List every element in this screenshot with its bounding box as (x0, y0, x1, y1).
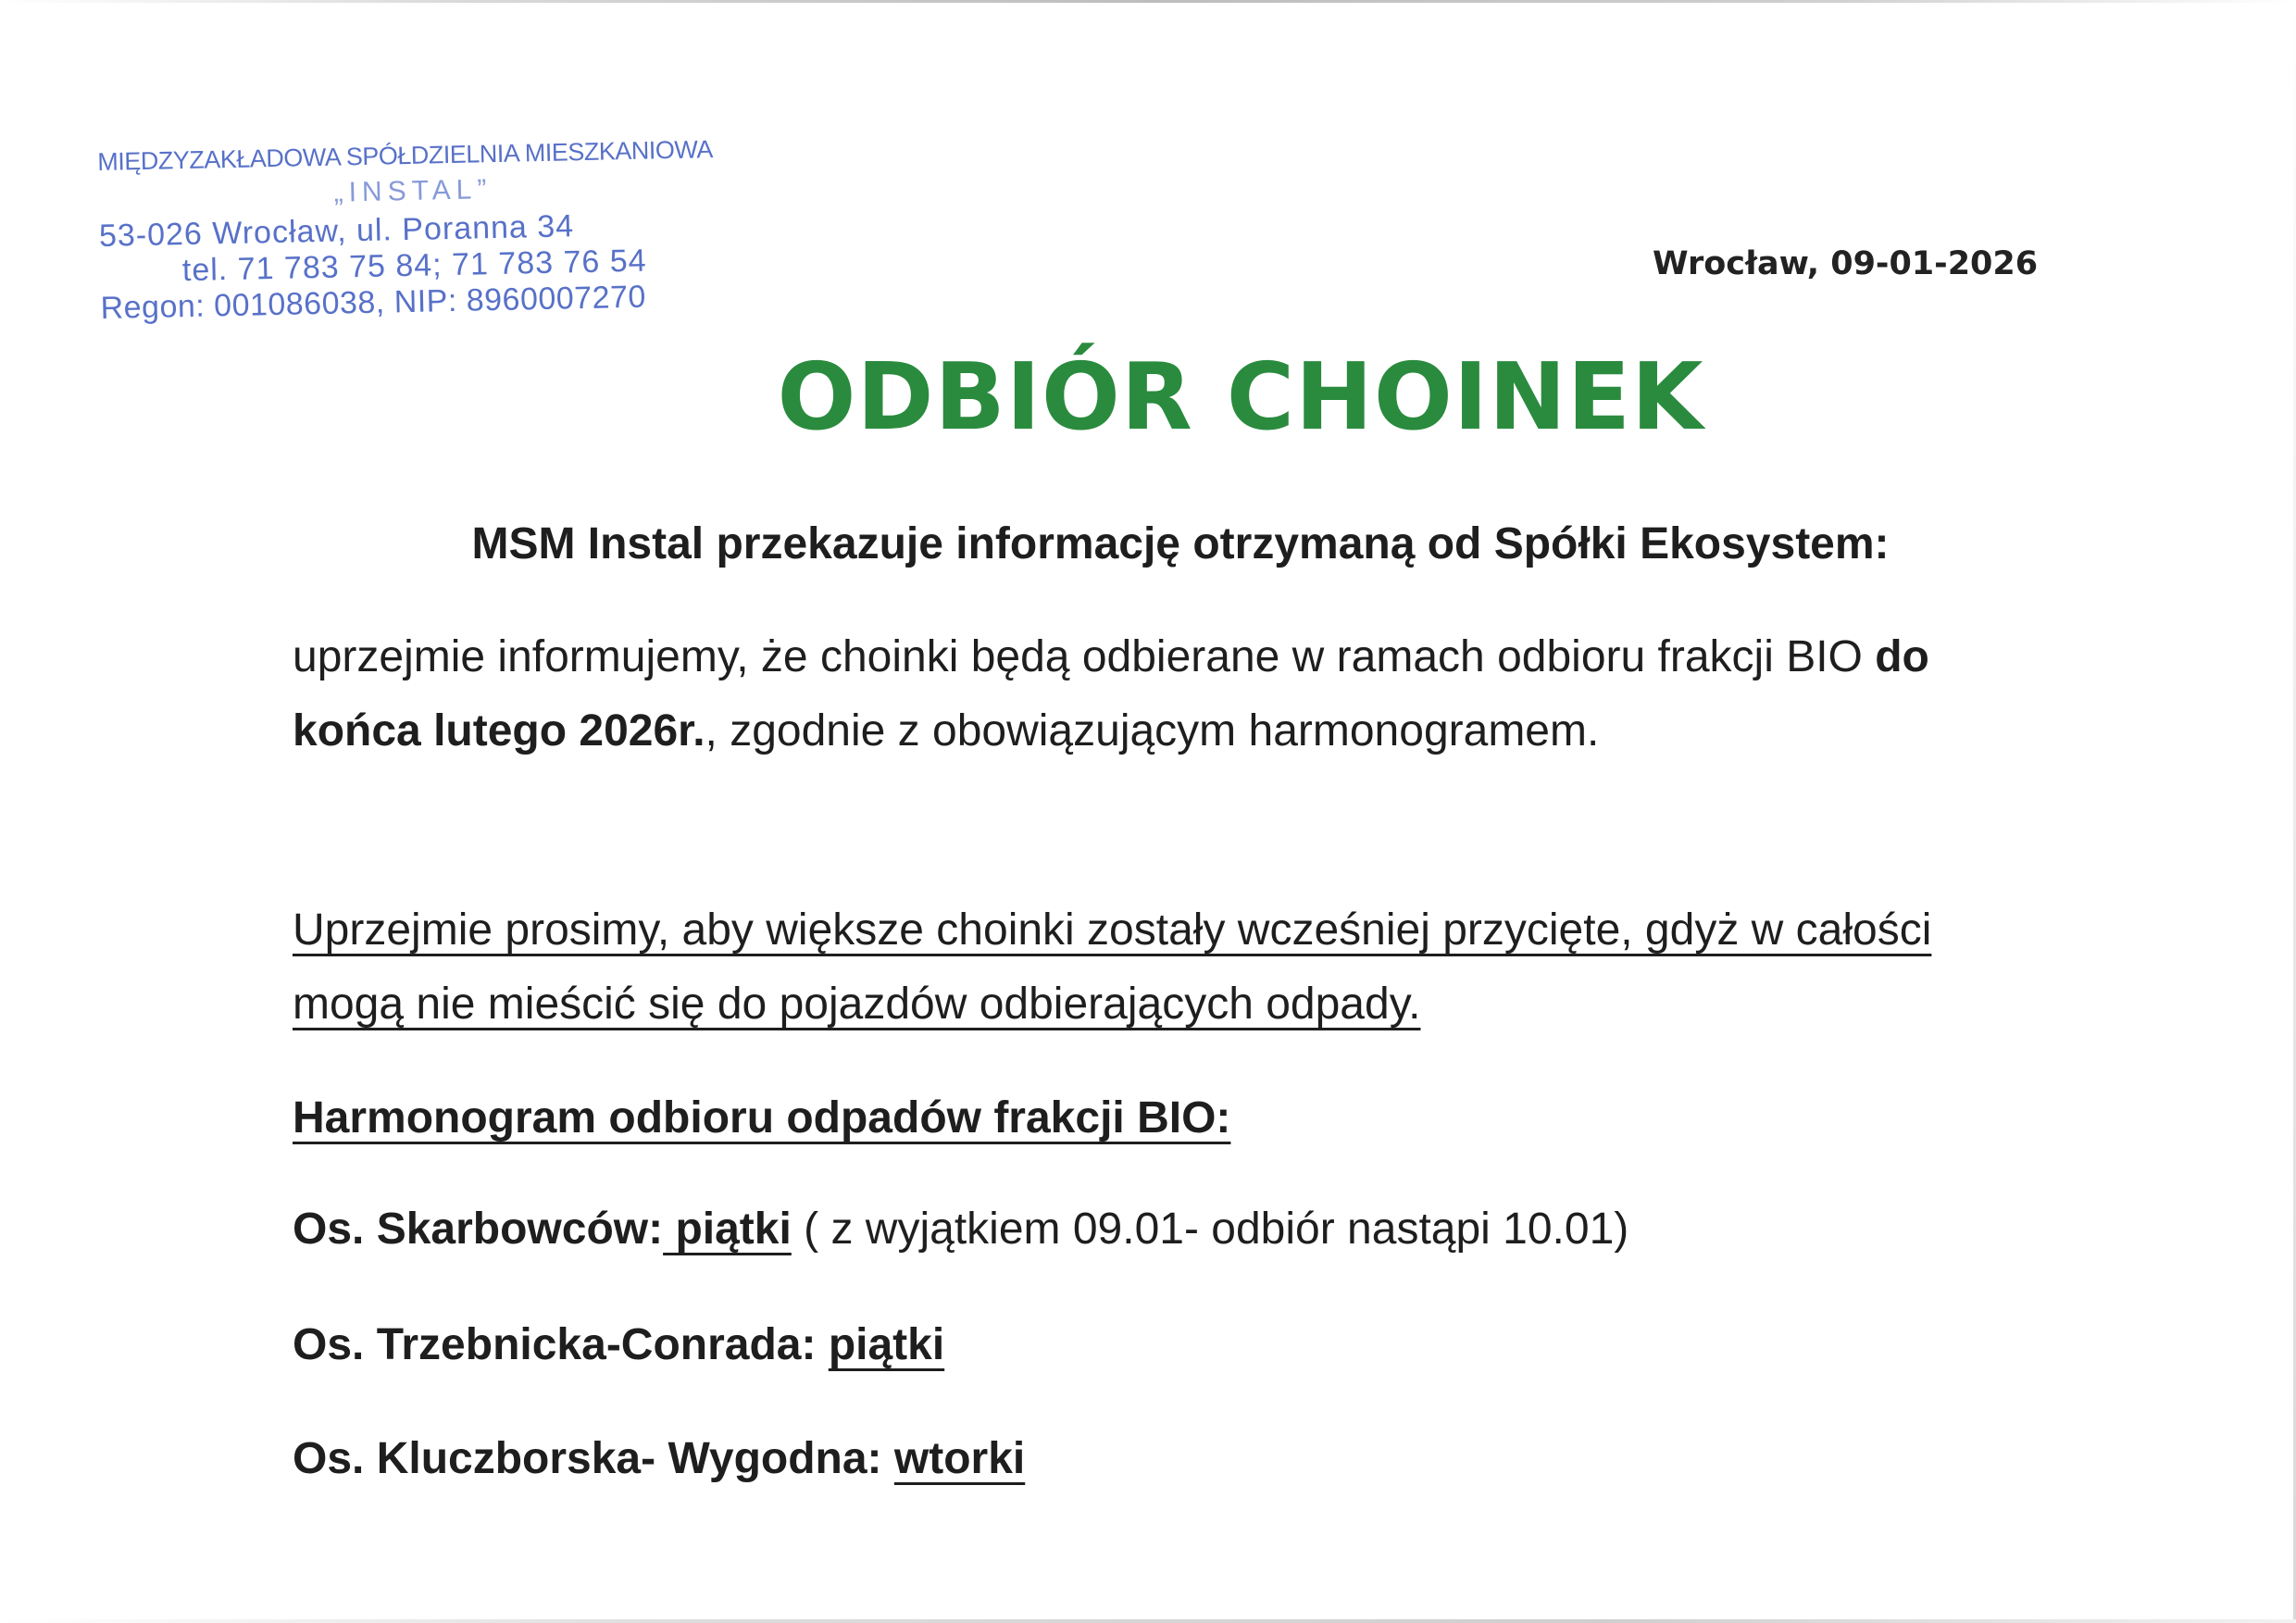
request-paragraph (293, 893, 1996, 1042)
document-title-text: ODBIÓR CHOINEK (777, 343, 1704, 451)
stamp-company-name: MIĘDZYZAKŁADOWA SPÓŁDZIELNIA MIESZKANIOWA (97, 135, 714, 176)
company-stamp (97, 135, 730, 327)
request-paragraph-text: Uprzejmie prosimy, aby większe choinki zostały wcześniej przycięte, gdyż w całości mogą nie mieścić się do pojazdów odbierających odpady. (293, 905, 1932, 1029)
schedule-heading: Harmonogram odbioru odpadów frakcji BIO: (293, 1093, 1231, 1142)
schedule-item-area: Os. Skarbowców: (293, 1205, 664, 1254)
schedule-item-note: ( z wyjątkiem 09.01- odbiór nastąpi 10.01) (791, 1205, 1629, 1254)
scan-edge-bottom (0, 1619, 2296, 1623)
info-paragraph (293, 620, 1996, 768)
schedule-item-area: Os. Kluczborska- Wygodna: (293, 1434, 894, 1483)
schedule-item-area: Os. Trzebnicka-Conrada: (293, 1320, 829, 1369)
schedule-item-day: piątki (663, 1205, 792, 1254)
schedule-item-day: piątki (828, 1320, 945, 1369)
document-subtitle-text: MSM Instal przekazuje informację otrzymaną od Spółki Ekosystem: (471, 519, 1890, 568)
info-paragraph-text-before: uprzejmie informujemy, że choinki będą odbierane w ramach odbioru frakcji BIO (293, 632, 1876, 681)
stamp-regon-nip: Regon: 001086038, NIP: 8960007270 (100, 279, 647, 326)
stamp-address: 53-026 Wrocław, ul. Poranna 34 (98, 207, 575, 254)
stamp-phone: tel. 71 783 75 84; 71 783 76 54 (181, 243, 647, 288)
schedule-item (293, 1319, 944, 1370)
scan-edge-top (0, 0, 2296, 3)
schedule-item (293, 1204, 1628, 1255)
schedule-item-day: wtorki (893, 1434, 1026, 1483)
document-date: Wrocław, 09-01-2026 (1653, 245, 2039, 282)
document-subtitle (0, 518, 2296, 569)
schedule-item (293, 1433, 1025, 1484)
info-paragraph-text-after: , zgodnie z obowiązującym harmonogramem. (705, 706, 1600, 755)
document-title (0, 343, 2296, 451)
info-paragraph-deadline: do końca lutego 2026r. (293, 632, 1929, 755)
stamp-company-short-name: „INSTAL” (333, 174, 493, 208)
